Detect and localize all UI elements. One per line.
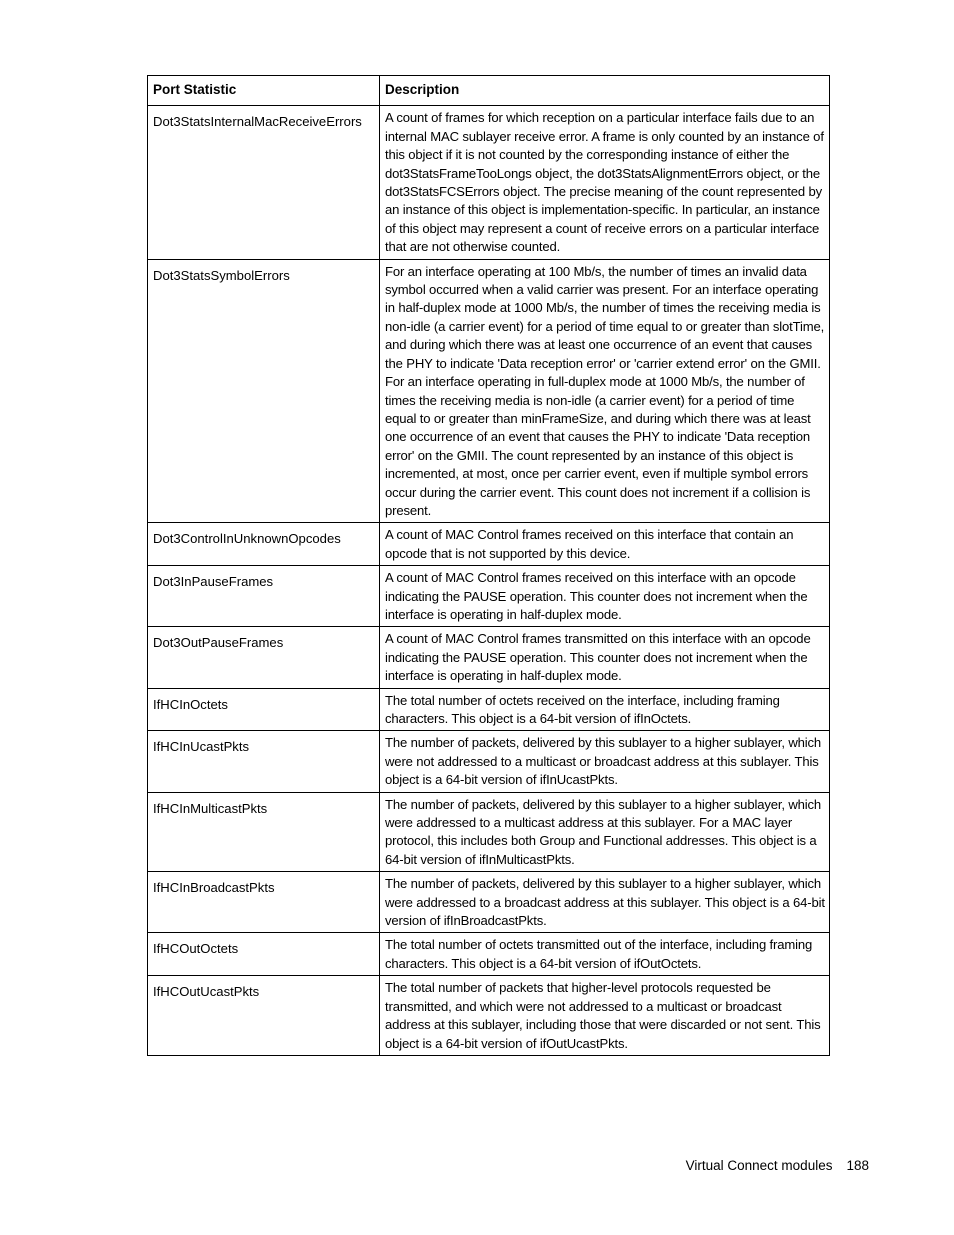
table-row	[148, 688, 830, 731]
port-statistic-name: IfHCOutUcastPkts	[148, 976, 380, 1056]
port-statistic-description	[380, 566, 830, 627]
table-row	[148, 106, 830, 259]
table-header-row	[148, 76, 830, 106]
description-paragraph: A count of MAC Control frames received on this interface that contain an opcode that is not supported by this device.	[385, 527, 794, 561]
description-paragraph: For an interface operating at 100 Mb/s, the number of times an invalid data symbol occurred when a valid carrier was present. For an interface operating in half-duplex mode at 1000 Mb/s, the number of times the receiving media is non-idle (a carrier event) for a period of time equal to or greater than slotTime, and during which there was at least one occurrence of an event that causes the PHY to indicate 'Data reception error' or 'carrier extend error' on the GMII.	[385, 263, 825, 371]
table-row	[148, 792, 830, 872]
port-statistic-name: IfHCInUcastPkts	[148, 731, 380, 792]
table-row	[148, 627, 830, 688]
description-paragraph: The number of packets, delivered by this sublayer to a higher sublayer, which were not addressed to a multicast or broadcast address at this sublayer. This object is a 64-bit version of ifInUcastPkts.	[385, 735, 822, 788]
footer-section-title: Virtual Connect modules	[685, 1158, 833, 1173]
port-statistic-name: IfHCInMulticastPkts	[148, 792, 380, 872]
port-statistic-name: Dot3InPauseFrames	[148, 566, 380, 627]
port-statistic-description	[380, 976, 830, 1056]
description-paragraph: The total number of packets that higher-level protocols requested be transmitted, and which were not addressed to a multicast or broadcast address at this sublayer, including those that were discarded or not sent. This object is a 64-bit version of ifOutUcastPkts.	[385, 980, 821, 1051]
page-number: 188	[846, 1158, 869, 1173]
port-statistic-description	[380, 731, 830, 792]
page-footer	[686, 1158, 869, 1173]
port-statistic-description	[380, 688, 830, 731]
port-statistic-name: IfHCOutOctets	[148, 933, 380, 976]
port-statistic-description	[380, 259, 830, 523]
port-statistic-description	[380, 792, 830, 872]
header-port-statistic: Port Statistic	[148, 76, 380, 106]
port-statistics-table	[147, 75, 830, 1056]
table-row	[148, 259, 830, 523]
port-statistic-name: IfHCInBroadcastPkts	[148, 872, 380, 933]
port-statistic-description	[380, 523, 830, 566]
port-statistic-description	[380, 627, 830, 688]
description-paragraph: A count of MAC Control frames transmitted on this interface with an opcode indicating the PAUSE operation. This counter does not increment when the interface is operating in half-duplex mode.	[385, 631, 811, 684]
port-statistic-description	[380, 933, 830, 976]
description-paragraph: A count of frames for which reception on a particular interface fails due to an internal MAC sublayer receive error. A frame is only counted by an instance of this object if it is not counted by the corresponding instance of either the dot3StatsFrameTooLongs object, the dot3StatsAlignmentErrors object, or the dot3StatsFCSErrors object. The precise meaning of the count represented by an instance of this object is implementation-specific. In particular, an instance of this object may represent a count of receive errors on a particular interface that are not otherwise counted.	[385, 110, 824, 255]
table-body	[148, 106, 830, 1056]
description-paragraph: The number of packets, delivered by this sublayer to a higher sublayer, which were addressed to a multicast address at this sublayer. For a MAC layer protocol, this includes both Group and Functional addresses. This object is a 64-bit version of ifInMulticastPkts.	[385, 796, 822, 867]
port-statistic-description	[380, 872, 830, 933]
table-row	[148, 976, 830, 1056]
description-paragraph: The number of packets, delivered by this sublayer to a higher sublayer, which were addressed to a broadcast address at this sublayer. This object is a 64-bit version of ifInBroadcastPkts.	[385, 876, 825, 929]
description-paragraph: A count of MAC Control frames received on this interface with an opcode indicating the PAUSE operation. This counter does not increment when the interface is operating in half-duplex mode.	[385, 570, 808, 622]
table-row	[148, 566, 830, 627]
port-statistic-name: Dot3StatsSymbolErrors	[148, 259, 380, 523]
description-paragraph: For an interface operating in full-duplex mode at 1000 Mb/s, the number of times the receiving media is non-idle (a carrier event) for a period of time equal to or greater than minFrameSize, and during which there was at least one occurrence of an event that causes the PHY to indicate 'Data reception error' on the GMII. The count represented by an instance of this object is incremented, at most, once per carrier event, even if multiple symbol errors occur during the carrier event. This count does not increment if a collision is present.	[385, 374, 811, 518]
header-description: Description	[380, 76, 830, 106]
port-statistic-name: IfHCInOctets	[148, 688, 380, 731]
description-paragraph: The total number of octets transmitted out of the interface, including framing characters. This object is a 64-bit version of ifOutOctets.	[385, 937, 813, 971]
table-row	[148, 872, 830, 933]
table-row	[148, 731, 830, 792]
port-statistic-name: Dot3OutPauseFrames	[148, 627, 380, 688]
port-statistic-name: Dot3StatsInternalMacReceiveErrors	[148, 106, 380, 259]
table-row	[148, 523, 830, 566]
port-statistic-description	[380, 106, 830, 259]
port-statistic-name: Dot3ControlInUnknownOpcodes	[148, 523, 380, 566]
table-row	[148, 933, 830, 976]
description-paragraph: The total number of octets received on the interface, including framing characters. This object is a 64-bit version of ifInOctets.	[385, 692, 780, 726]
